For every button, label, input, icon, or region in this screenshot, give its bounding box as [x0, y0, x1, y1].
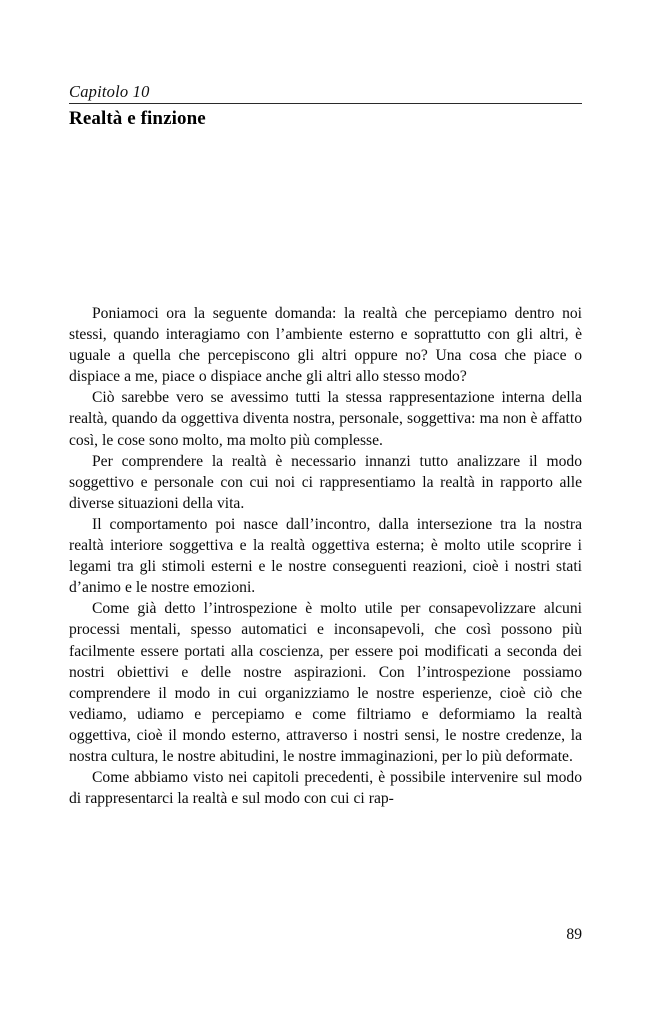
body-paragraph: Come abbiamo visto nei capitoli precedenti, è possibile intervenire sul modo di rappresentarci la realtà e sul modo con cui ci rap- — [69, 769, 582, 808]
body-paragraph: Il comportamento poi nasce dall’incontro, dalla intersezione tra la nostra realtà interiore soggettiva e la realtà oggettiva esterna; è molto utile scoprire i legami tra gli stimoli esterni e le nostre conseguenti reazioni, cioè i nostri stati d’animo e le nostre emozioni. — [69, 515, 582, 597]
chapter-header — [69, 82, 582, 144]
body-text-column — [69, 303, 582, 809]
body-paragraph: Ciò sarebbe vero se avessimo tutti la stessa rappresentazione interna della realtà, quando da oggettiva diventa nostra, personale, soggettiva: ma non è affatto così, le cose sono molto, ma molto più complesse. — [69, 389, 582, 449]
chapter-label: Capitolo 10 — [69, 82, 150, 101]
header-divider-rule — [69, 103, 582, 104]
body-paragraph: Per comprendere la realtà è necessario innanzi tutto analizzare il modo soggettivo e personale con cui noi ci rappresentiamo la realtà in rapporto alle diverse situazioni della vita. — [69, 452, 582, 512]
body-paragraph: Come già detto l’introspezione è molto utile per consapevolizzare alcuni processi mentali, spesso automatici e inconsapevoli, che così possono più facilmente essere portati alla coscienza, per essere poi modificati a seconda dei nostri obiettivi e delle nostre aspirazioni. Con l’introspezione possiamo comprendere il modo in cui organizziamo le nostre esperienze, cioè ciò che vediamo, udiamo e percepiamo e come filtriamo e deformiamo la realtà oggettiva, cioè il mondo esterno, attraverso i nostri sensi, le nostre credenze, la nostra cultura, le nostre abitudini, le nostre immaginazioni, per lo più deformate. — [69, 600, 582, 765]
page-title: Realtà e finzione — [69, 108, 206, 130]
body-paragraph: Poniamoci ora la seguente domanda: la realtà che percepiamo dentro noi stessi, quando interagiamo con l’ambiente esterno e soprattutto con gli altri, è uguale a quella che percepiscono gli altri oppure no? Una cosa che piace o dispiace a me, piace o dispiace anche gli altri allo stesso modo? — [69, 305, 582, 386]
page-number: 89 — [566, 926, 582, 943]
